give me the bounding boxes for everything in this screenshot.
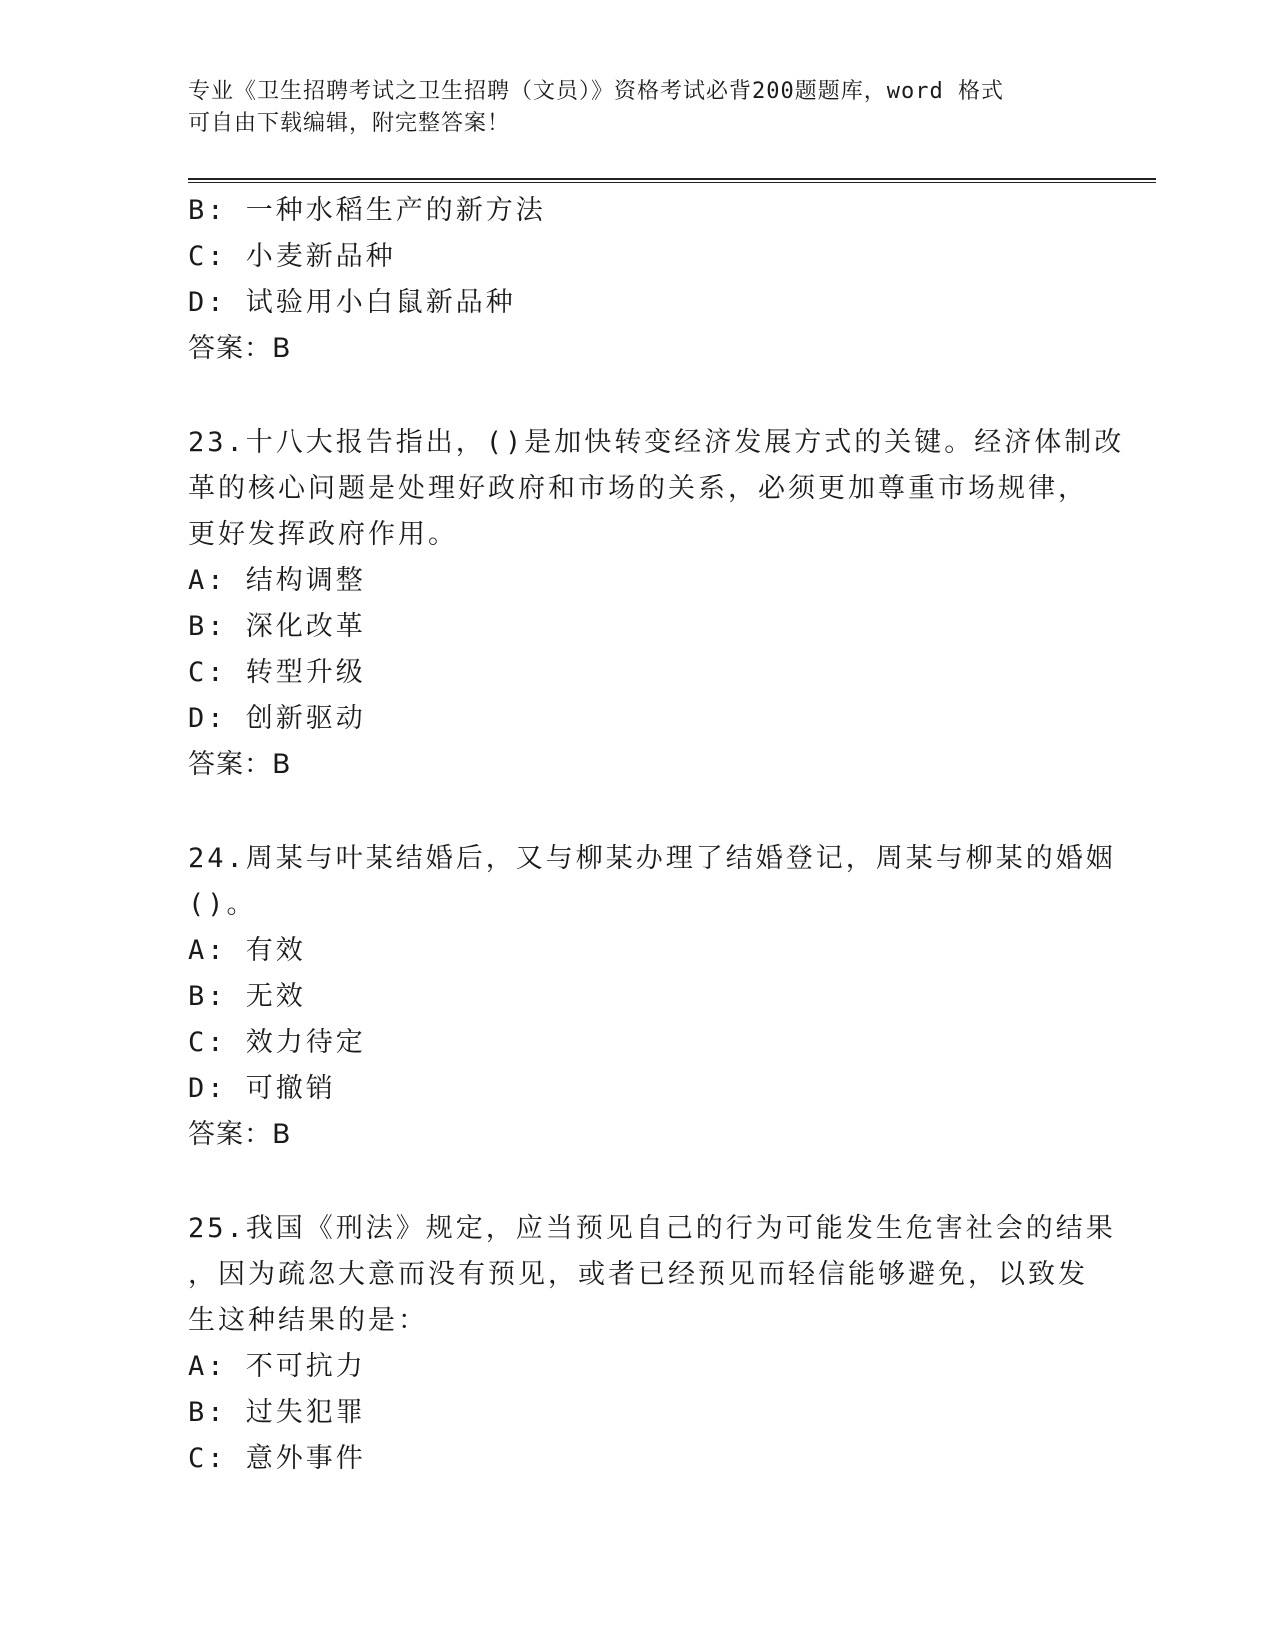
header-line-2: 可自由下载编辑，附完整答案！: [188, 111, 511, 136]
header-divider: [188, 178, 1156, 183]
option-a: A: 结构调整: [188, 565, 366, 596]
question-block-24: [188, 836, 1116, 1158]
spacer: [188, 788, 1088, 836]
question-stem-line: ，因为疏忽大意而没有预见，或者已经预见而轻信能够避免，以致发: [188, 1259, 1088, 1290]
question-stem-line: 更好发挥政府作用。: [188, 519, 458, 550]
question-stem-line: 革的核心问题是处理好政府和市场的关系，必须更加尊重市场规律，: [188, 473, 1088, 504]
question-block-25: [188, 1206, 1116, 1482]
option-c: C: 意外事件: [188, 1443, 366, 1474]
question-stem-line: 24.周某与叶某结婚后，又与柳某办理了结婚登记，周某与柳某的婚姻: [188, 843, 1116, 874]
option-c: C: 效力待定: [188, 1027, 366, 1058]
spacer: [188, 1158, 1088, 1206]
question-block-prev: [188, 188, 1088, 372]
spacer: [188, 372, 1088, 420]
option-c: C: 转型升级: [188, 657, 366, 688]
answer-line: 答案：B: [188, 333, 292, 364]
document-header: [188, 76, 1088, 140]
option-c: C: 小麦新品种: [188, 241, 396, 272]
option-d: D: 试验用小白鼠新品种: [188, 287, 516, 318]
option-b: B: 过失犯罪: [188, 1397, 366, 1428]
option-b: B: 深化改革: [188, 611, 366, 642]
option-b: B: 无效: [188, 981, 306, 1012]
answer-line: 答案：B: [188, 1119, 292, 1150]
option-a: A: 有效: [188, 935, 306, 966]
question-stem-line: 25.我国《刑法》规定，应当预见自己的行为可能发生危害社会的结果: [188, 1213, 1116, 1244]
answer-line: 答案：B: [188, 749, 292, 780]
question-list: [188, 188, 1125, 1482]
option-d: D: 创新驱动: [188, 703, 366, 734]
question-stem-line: 23.十八大报告指出，()是加快转变经济发展方式的关键。经济体制改: [188, 427, 1125, 458]
question-stem-line: 生这种结果的是：: [188, 1305, 428, 1336]
option-d: D: 可撤销: [188, 1073, 336, 1104]
option-a: A: 不可抗力: [188, 1351, 366, 1382]
option-b: B: 一种水稻生产的新方法: [188, 195, 546, 226]
question-stem-line: ()。: [188, 889, 257, 920]
header-line-1: 专业《卫生招聘考试之卫生招聘（文员）》资格考试必背200题题库，word 格式: [188, 79, 1004, 104]
question-block-23: [188, 420, 1125, 788]
